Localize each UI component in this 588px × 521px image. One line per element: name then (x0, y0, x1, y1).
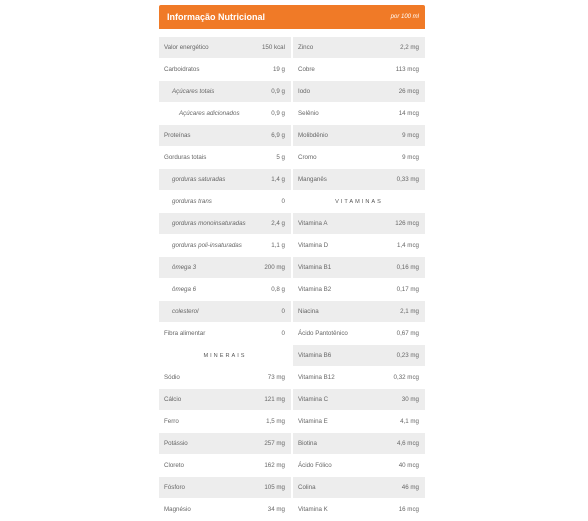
nutrient-name: Molibdênio (298, 132, 328, 139)
nutrient-row (159, 235, 291, 257)
nutrient-value: 162 mg (264, 462, 285, 469)
nutrient-row (293, 169, 425, 191)
header-title: Informação Nutricional (167, 12, 266, 22)
nutrient-value: 1,1 g (271, 242, 285, 249)
nutrient-name: Vitamina D (298, 242, 329, 249)
nutrient-name: Fósforo (164, 484, 185, 491)
nutrient-row (293, 455, 425, 477)
nutrient-row (159, 257, 291, 279)
nutrient-name: Cobre (298, 66, 315, 73)
nutrient-value: 19 g (272, 66, 285, 73)
nutrient-row (159, 213, 291, 235)
nutrient-value: 4,1 mg (400, 418, 419, 425)
nutrient-row (293, 411, 425, 433)
nutrient-row (293, 257, 425, 279)
nutrient-name: Magnésio (164, 506, 191, 513)
nutrient-value: 73 mg (267, 374, 285, 381)
nutrient-value: 6,9 g (271, 132, 285, 139)
nutrient-row (159, 433, 291, 455)
right-column (293, 37, 425, 521)
nutrient-row (159, 455, 291, 477)
nutrient-name: Ferro (164, 418, 179, 425)
nutrient-name: Vitamina B12 (298, 374, 335, 381)
nutrient-value: 5 g (276, 154, 285, 161)
nutrient-name: gorduras trans (172, 198, 212, 205)
nutrient-row (293, 433, 425, 455)
nutrient-name: Colina (298, 484, 316, 491)
nutrient-value: 0 (281, 198, 285, 205)
nutrient-row (293, 213, 425, 235)
nutrient-value: 257 mg (264, 440, 285, 447)
nutrient-row (159, 301, 291, 323)
nutrient-value: 113 mcg (395, 66, 419, 73)
nutrient-row (293, 477, 425, 499)
nutrient-value: 0,9 g (271, 110, 285, 117)
nutrient-row (159, 147, 291, 169)
left-column (159, 37, 291, 521)
nutrient-value: 200 mg (264, 264, 285, 271)
nutrient-row (293, 81, 425, 103)
nutrient-value: 1,4 g (271, 176, 285, 183)
nutrition-table (159, 5, 425, 521)
nutrient-value: 0,8 g (271, 286, 285, 293)
nutrient-row (159, 59, 291, 81)
nutrient-value: 2,2 mg (400, 44, 419, 51)
nutrient-name: Vitamina B6 (298, 352, 332, 359)
nutrient-name: Manganês (298, 176, 327, 183)
nutrient-name: Niacina (298, 308, 319, 315)
nutrient-name: Vitamina K (298, 506, 328, 513)
nutrient-name: Sódio (164, 374, 180, 381)
nutrient-name: Açúcares adicionados (179, 110, 240, 117)
nutrient-row (293, 323, 425, 345)
nutrient-name: Cloreto (164, 462, 184, 469)
nutrient-row (293, 279, 425, 301)
nutrient-value: 0,16 mg (396, 264, 419, 271)
nutrient-name: Vitamina C (298, 396, 329, 403)
section-heading: MINERAIS (159, 345, 291, 367)
nutrient-value: 0 (281, 330, 285, 337)
nutrient-value: 0,23 mg (396, 352, 419, 359)
nutrient-row (159, 279, 291, 301)
nutrient-name: Valor energético (164, 44, 209, 51)
nutrient-row (293, 367, 425, 389)
nutrient-row (159, 323, 291, 345)
nutrient-name: Biotina (298, 440, 317, 447)
nutrient-value: 34 mg (267, 506, 285, 513)
nutrient-name: Fibra alimentar (164, 330, 206, 337)
nutrient-name: Selênio (298, 110, 319, 117)
nutrient-value: 30 mg (401, 396, 419, 403)
nutrient-row (293, 103, 425, 125)
nutrient-value: 0,67 mg (396, 330, 419, 337)
nutrient-row (293, 59, 425, 81)
nutrient-name: Iodo (298, 88, 311, 95)
nutrient-name: gorduras poli-insaturadas (172, 242, 242, 249)
nutrient-value: 105 mg (264, 484, 285, 491)
nutrient-value: 150 kcal (261, 44, 285, 51)
nutrient-row (293, 389, 425, 411)
nutrient-value: 16 mcg (398, 506, 419, 513)
nutrient-name: gorduras saturadas (172, 176, 226, 183)
section-heading: VITAMINAS (293, 191, 425, 213)
nutrient-name: Vitamina B1 (298, 264, 332, 271)
nutrient-value: 0,32 mcg (393, 374, 419, 381)
nutrient-name: Ácido Fólico (298, 462, 332, 469)
nutrient-name: Proteínas (164, 132, 191, 139)
nutrient-row (159, 477, 291, 499)
nutrient-value: 2,4 g (271, 220, 285, 227)
nutrient-row (159, 169, 291, 191)
header-unit: por 100 ml (390, 14, 419, 20)
nutrient-name: ômega 6 (172, 286, 197, 293)
nutrient-name: Cálcio (164, 396, 182, 403)
nutrient-value: 9 mcg (402, 154, 419, 161)
nutrient-value: 4,6 mcg (396, 440, 419, 447)
nutrient-value: 1,4 mcg (396, 242, 419, 249)
nutrition-columns (159, 37, 425, 521)
nutrient-row (293, 37, 425, 59)
nutrient-name: Vitamina B2 (298, 286, 332, 293)
nutrient-row (159, 37, 291, 59)
nutrient-name: Zinco (298, 44, 314, 51)
nutrient-name: Ácido Pantotênico (298, 330, 348, 337)
nutrient-row (159, 191, 291, 213)
nutrient-row (159, 125, 291, 147)
nutrient-row (293, 125, 425, 147)
nutrient-name: Gorduras totais (164, 154, 207, 161)
nutrient-value: 14 mcg (398, 110, 419, 117)
nutrient-name: colesterol (172, 308, 199, 315)
nutrient-row (293, 301, 425, 323)
nutrient-value: 9 mcg (402, 132, 419, 139)
nutrient-row (293, 499, 425, 521)
nutrient-name: Açúcares totais (172, 88, 215, 95)
nutrient-value: 126 mcg (395, 220, 419, 227)
nutrient-name: Carboidratos (164, 66, 200, 73)
nutrient-value: 0 (281, 308, 285, 315)
nutrient-value: 1,5 mg (266, 418, 285, 425)
nutrient-row (293, 147, 425, 169)
nutrient-row (159, 499, 291, 521)
nutrition-header (159, 5, 425, 29)
nutrient-row (293, 235, 425, 257)
nutrient-name: Cromo (298, 154, 317, 161)
nutrient-value: 40 mcg (398, 462, 419, 469)
nutrient-row (159, 389, 291, 411)
nutrient-value: 0,33 mg (396, 176, 419, 183)
nutrient-value: 46 mg (401, 484, 419, 491)
nutrient-row (159, 411, 291, 433)
nutrient-name: Vitamina A (298, 220, 328, 227)
nutrient-row (159, 367, 291, 389)
nutrient-value: 121 mg (264, 396, 285, 403)
nutrient-value: 2,1 mg (400, 308, 419, 315)
nutrient-name: gorduras monoinsaturadas (172, 220, 246, 227)
nutrient-row (159, 103, 291, 125)
nutrient-value: 0,17 mg (396, 286, 419, 293)
nutrient-value: 26 mcg (398, 88, 419, 95)
nutrient-row (293, 345, 425, 367)
nutrient-name: Vitamina E (298, 418, 328, 425)
nutrient-name: ômega 3 (172, 264, 197, 271)
nutrient-row (159, 81, 291, 103)
nutrient-name: Potássio (164, 440, 188, 447)
nutrient-value: 0,9 g (271, 88, 285, 95)
